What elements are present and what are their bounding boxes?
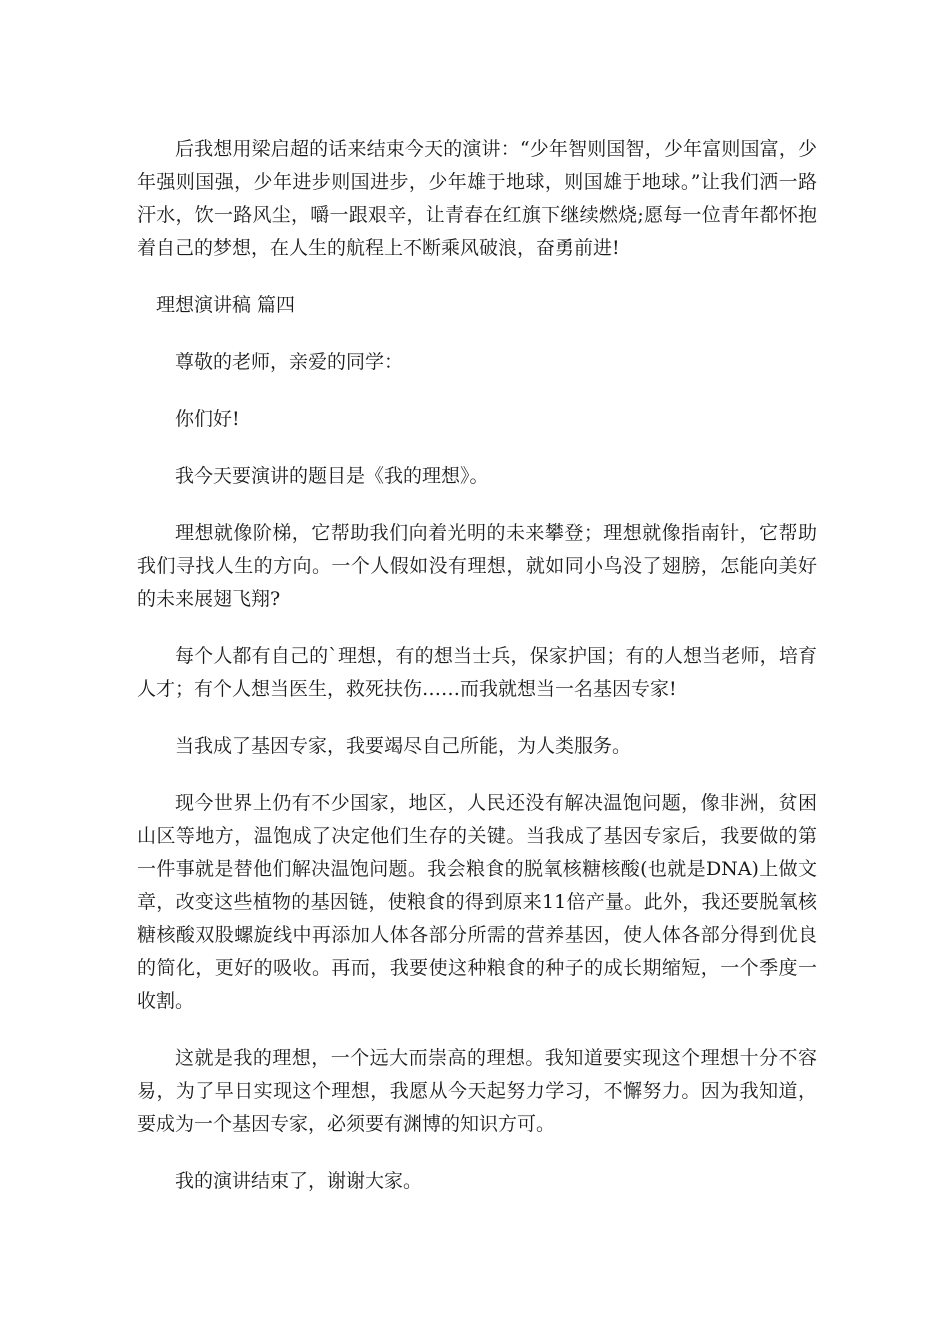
paragraph-everyone-ideal: 每个人都有自己的`理想，有的想当士兵，保家护国；有的人想当老师，培育人才；有个人想当医生，救死扶伤……而我就想当一名基因专家! — [137, 645, 817, 700]
paragraph-closing-quote: 后我想用梁启超的话来结束今天的演讲：“少年智则国智，少年富则国富，少年强则国强，少年进步则国进步，少年雄于地球，则国雄于地球。”让我们洒一路汗水，饮一路风尘，嚼一跟艰辛，让青春在红旗下继续燃烧;愿每一位青年都怀抱着自己的梦想，在人生的航程上不断乘风破浪，奋勇前进! — [137, 138, 817, 259]
paragraph-serve-humanity: 当我成了基因专家，我要竭尽自己所能，为人类服务。 — [175, 735, 632, 757]
paragraph-salutation: 尊敬的老师，亲爱的同学： — [175, 351, 404, 373]
paragraph-ending: 我的演讲结束了，谢谢大家。 — [175, 1170, 423, 1192]
document-body — [137, 133, 817, 1198]
paragraph-topic: 我今天要演讲的题目是《我的理想》。 — [175, 465, 489, 487]
paragraph-commitment: 这就是我的理想，一个远大而崇高的理想。我知道要实现这个理想十分不容易，为了早日实现这个理想，我愿从今天起努力学习，不懈努力。因为我知道，要成为一个基因专家，必须要有渊博的知识方可。 — [137, 1047, 817, 1135]
paragraph-ideal-metaphor: 理想就像阶梯，它帮助我们向着光明的未来攀登；理想就像指南针，它帮助我们寻找人生的方向。一个人假如没有理想，就如同小鸟没了翅膀，怎能向美好的未来展翅飞翔? — [137, 522, 817, 610]
paragraph-greeting: 你们好! — [175, 408, 240, 430]
section-heading: 理想演讲稿 篇四 — [156, 294, 296, 316]
paragraph-plan: 现今世界上仍有不少国家，地区，人民还没有解决温饱问题，像非洲，贫困山区等地方，温饱成了决定他们生存的关键。当我成了基因专家后，我要做的第一件事就是替他们解决温饱问题。我会粮食的脱氧核糖核酸(也就是DNA)上做文章，改变这些植物的基因链，使粮食的得到原来11倍产量。此外，我还要脱氧核糖核酸双股螺旋线中再添加人体各部分所需的营养基因，使人体各部分得到优良的简化，更好的吸收。再而，我要使这种粮食的种子的成长期缩短，一个季度一收割。 — [137, 792, 817, 1012]
